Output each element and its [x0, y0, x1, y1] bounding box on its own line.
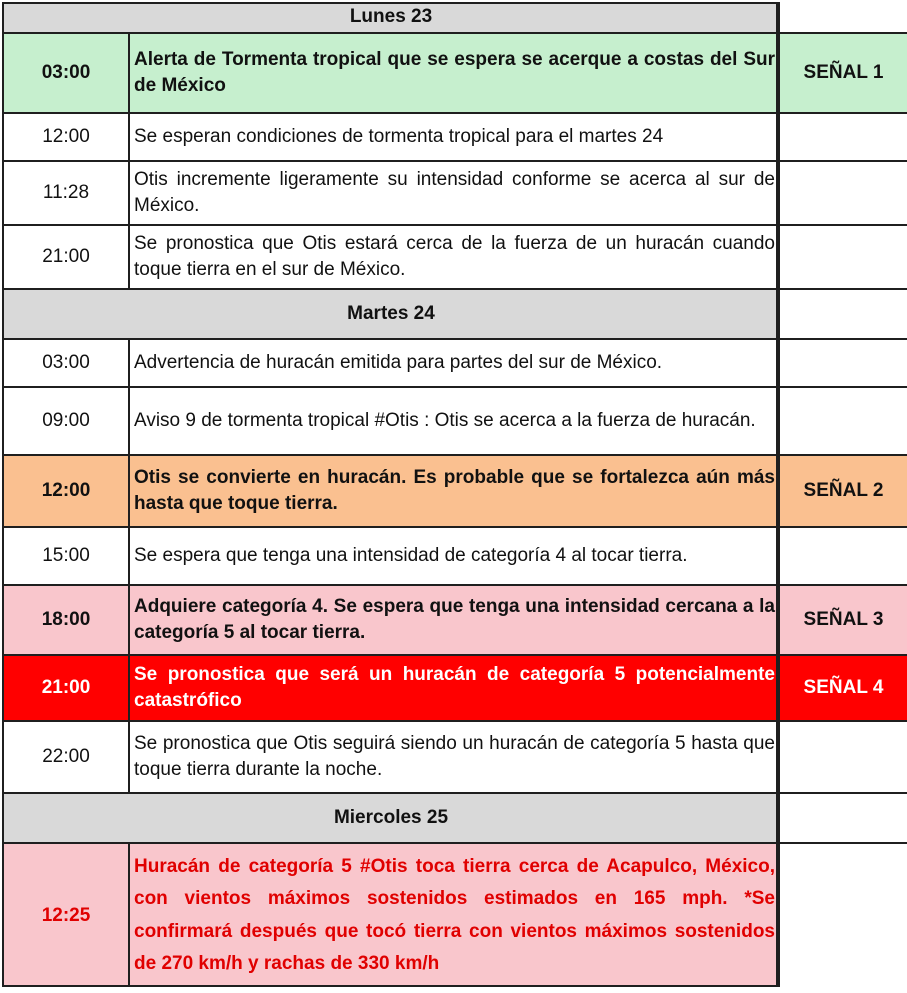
signal-cell	[778, 722, 907, 792]
description-text: Otis incremente ligeramente su intensidad conforme se acerca al sur de México.	[134, 168, 775, 216]
signal-badge: SEÑAL 1	[778, 34, 907, 112]
day-label: Miercoles 25	[333, 807, 449, 828]
description-text: Se pronostica que Otis estará cerca de la fuerza de un huracán cuando toque tierra en el sur de México.	[134, 232, 775, 280]
day-label: Martes 24	[347, 303, 435, 324]
description-text: Se pronostica que será un huracán de categoría 5 potencialmente catastrófico	[134, 663, 775, 711]
time-cell: 03:00	[4, 340, 130, 386]
time-cell: 09:00	[4, 388, 130, 454]
time-cell: 22:00	[4, 722, 130, 792]
description-text: Adquiere categoría 4. Se espera que tenga una intensidad cercana a la categoría 5 al tocar tierra.	[134, 595, 775, 643]
description-text: Aviso 9 de tormenta tropical #Otis : Otis se acerca a la fuerza de huracán.	[134, 409, 756, 431]
time-cell: 12:00	[4, 114, 130, 160]
time-cell: 21:00	[4, 656, 130, 720]
table-border	[2, 2, 778, 987]
signal-cell	[778, 388, 907, 454]
description-text: Se espera que tenga una intensidad de categoría 4 al tocar tierra.	[134, 544, 688, 566]
empty-cell	[778, 2, 907, 32]
signal-cell	[778, 226, 907, 288]
time-cell: 11:28	[4, 162, 130, 224]
description-text: Alerta de Tormenta tropical que se espera se acerque a costas del Sur de México	[134, 48, 775, 96]
signal-badge: SEÑAL 4	[778, 656, 907, 720]
time-cell: 12:00	[4, 456, 130, 526]
empty-cell	[778, 794, 907, 842]
day-label: Lunes 23	[349, 6, 433, 27]
signal-badge: SEÑAL 2	[778, 456, 907, 526]
time-cell: 18:00	[4, 586, 130, 654]
description-text: Otis se convierte en huracán. Es probable que se fortalezca aún más hasta que toque tierra.	[134, 466, 775, 514]
signal-cell	[778, 114, 907, 160]
description-text: Se esperan condiciones de tormenta tropical para el martes 24	[134, 125, 664, 147]
description-text: Se pronostica que Otis seguirá siendo un huracán de categoría 5 hasta que toque tierra durante la noche.	[134, 732, 775, 780]
empty-cell	[778, 290, 907, 338]
signal-cell	[778, 340, 907, 386]
signal-cell	[778, 162, 907, 224]
time-cell: 03:00	[4, 34, 130, 112]
time-cell: 15:00	[4, 528, 130, 584]
signal-badge: SEÑAL 3	[778, 586, 907, 654]
time-cell: 21:00	[4, 226, 130, 288]
description-text: Huracán de categoría 5 #Otis toca tierra cerca de Acapulco, México, con vientos máximos sostenidos estimados en 165 mph. *Se confirmará después que tocó tierra con vientos máximos sostenidos de 270 km/h y rachas de 330 km/h	[134, 855, 775, 974]
description-text: Advertencia de huracán emitida para partes del sur de México.	[134, 351, 663, 373]
time-cell: 12:25	[4, 844, 130, 987]
signal-cell	[778, 844, 907, 987]
signal-cell	[778, 528, 907, 584]
